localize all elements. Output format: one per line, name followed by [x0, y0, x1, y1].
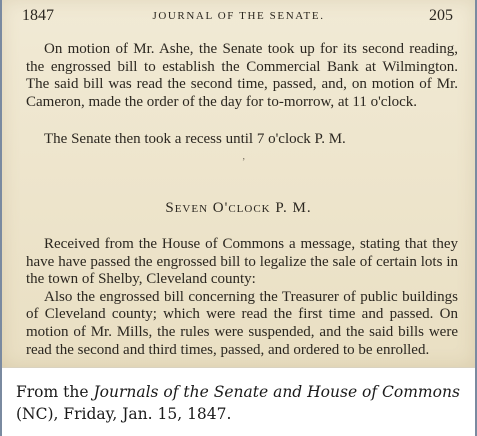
- stray-mark: ʼ: [242, 157, 246, 168]
- caption-prefix: From the: [16, 383, 94, 401]
- page-year: 1847: [22, 7, 54, 24]
- page-number: 205: [429, 7, 453, 24]
- running-head: JOURNAL OF THE SENATE.: [152, 10, 325, 22]
- section-subhead: Seven O'clock P. M.: [165, 200, 312, 216]
- paragraph-house-message: [26, 236, 458, 359]
- image-caption: [2, 367, 475, 436]
- page-header: [2, 0, 475, 30]
- paragraph-recess: [26, 131, 458, 149]
- paragraph-text: The Senate then took a recess until 7 o'clock P. M.: [44, 131, 346, 147]
- paragraph-text: On motion of Mr. Ashe, the Senate took up for its second reading, the engrossed bill to establish the Commercial Bank at Wilmington. The said bill was read the second time, passed, and, on motion of Mr. Cameron, made the order of the day for to-morrow, at 11 o'clock.: [26, 41, 458, 110]
- paragraph-commercial-bank: [26, 41, 458, 111]
- caption-suffix: (NC), Friday, Jan. 15, 1847.: [16, 405, 232, 423]
- scanned-journal-page: [2, 0, 475, 367]
- paragraph-text: Received from the House of Commons a message, stating that they have have passed the engrossed bill to legalize the sale of certain lots in the town of Shelby, Cleveland county:: [26, 236, 458, 288]
- paragraph-text: Also the engrossed bill concerning the Treasurer of public buildings of Cleveland county; which were read the first time and passed. On motion of Mr. Mills, the rules were suspended, and the said bills were read the second and third times, passed, and ordered to be enrolled.: [26, 288, 458, 358]
- caption-title: Journals of the Senate and House of Commons: [93, 383, 460, 401]
